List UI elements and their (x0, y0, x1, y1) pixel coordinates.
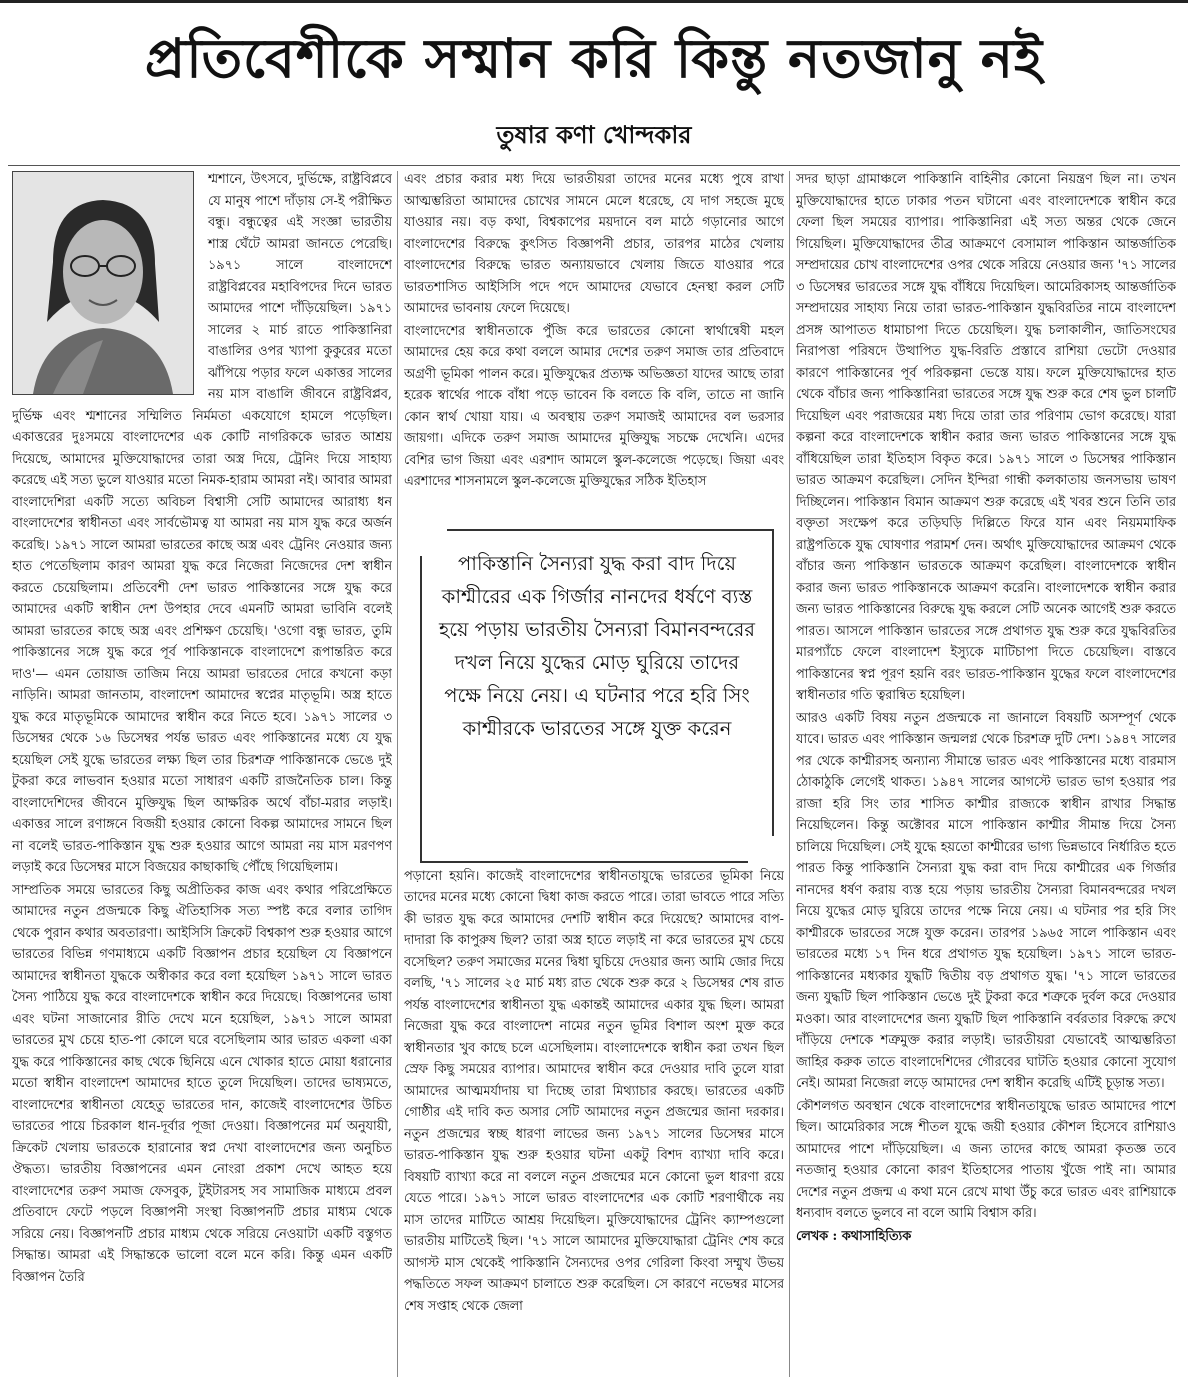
column-2-paragraph: পড়ানো হয়নি। কাজেই বাংলাদেশের স্বাধীনতাযুদ্ধে ভারতের ভূমিকা নিয়ে তাদের মনের মধ্যে কোনো দ্বিধা কাজ করতে পারে। তারা ভাবতে পারে সত্যি কী ভারত যুদ্ধ করে আমাদের দেশটি স্বাধীন করে দিয়েছে? আমাদের বাপ-দাদারা কি কাপুরুষ ছিল? তারা অস্ত্র হাতে লড়াই না করে ভারতের মুখ চেয়ে বসেছিল? তরুণ সমাজের মনের দ্বিধা ঘুচিয়ে দেওয়ার জন্য আমি জোর দিয়ে বলছি, '৭১ সালের ২৫ মার্চ মধ্য রাত থেকে শুরু করে ২ ডিসেম্বর শেষ রাত পর্যন্ত বাংলাদেশের স্বাধীনতা যুদ্ধ একান্তই আমাদের একার যুদ্ধ ছিল। আমরা নিজেরা যুদ্ধ করে বাংলাদেশ নামের নতুন ভূমির বিশাল অংশ মুক্ত করে স্বাধীনতার খুব কাছে চলে এসেছিলাম। বাংলাদেশকে স্বাধীন করা তখন ছিল স্রেফ কিছু সময়ের ব্যাপার। আমাদের স্বাধীন করে দেওয়ার দাবি তুলে যারা আমাদের আত্মমর্যাদায় ঘা দিচ্ছে তারা মিথ্যাচার করছে। ভারতের একটি গোষ্ঠীর এই দাবি কত অসার সেটি আমাদের নতুন প্রজন্মের জানা দরকার। নতুন প্রজন্মের স্বচ্ছ ধারণা লাভের জন্য ১৯৭১ সালের ডিসেম্বর মাসে ভারত-পাকিস্তান যুদ্ধ শুরু হওয়ার ঘটনা একটু বিশদ ব্যাখ্যা দাবি করে। বিষয়টি ব্যাখ্যা করে না বললে নতুন প্রজন্মের মনে কোনো ভুল ধারণা রয়ে যেতে পারে। ১৯৭১ সালে ভারত বাংলাদেশের এক কোটি শরণার্থীকে নয় মাস তাদের মাটিতে আশ্রয় দিয়েছিল। মুক্তিযোদ্ধাদের ট্রেনিং ক্যাম্পগুলো ভারতীয় মাটিতেই ছিল। '৭১ সালে আমাদের মুক্তিযোদ্ধারা ট্রেনিং শেষ করে আগস্ট মাস থেকেই পাকিস্তানি সৈন্যদের ওপর গেরিলা কিংবা সম্মুখ উভয় পদ্ধতিতে সফল আক্রমণ চালাতে শুরু করেছিল। সে কারণে নভেম্বর মাসের শেষ সপ্তাহ থেকে জেলা (404, 868, 784, 1314)
author-portrait-icon (13, 172, 193, 394)
column-3-paragraph: কৌশলগত অবস্থান থেকে বাংলাদেশের স্বাধীনতাযুদ্ধে ভারত আমাদের পাশে ছিল। আমেরিকার সঙ্গে শীতল যুদ্ধে জয়ী হওয়ার কৌশল হিসেবে রাশিয়াও আমাদের পাশে দাঁড়িয়েছিল। এ জন্য তাদের কাছে আমরা কৃতজ্ঞ তবে নতজানু হওয়ার কোনো কারণ ইতিহাসের পাতায় খুঁজে পাই না। আমার দেশের নতুন প্রজন্ম এ কথা মনে রেখে মাথা উঁচু করে ভারত এবং রাশিয়াকে ধন্যবাদ বলতে ভুলবে না বলে আমি বিশ্বাস করি। (796, 1098, 1176, 1221)
column-divider (789, 171, 790, 1377)
byline: তুষার কণা খোন্দকার (496, 121, 692, 149)
column-3-paragraph: সদর ছাড়া গ্রামাঞ্চলে পাকিস্তানি বাহিনীর কোনো নিয়ন্ত্রণ ছিল না। তখন মুক্তিযোদ্ধাদের হাতে ঢাকার পতন ঘটানো এবং বাংলাদেশকে স্বাধীন করে ফেলা ছিল সময়ের ব্যাপার। পাকিস্তানিরা এই সত্য অন্তর থেকে জেনে গিয়েছিল। মুক্তিযোদ্ধাদের তীব্র আক্রমণে বেসামাল পাকিস্তান আন্তর্জাতিক সম্প্রদায়ের চোখ বাংলাদেশের ওপর থেকে সরিয়ে নেওয়ার জন্য '৭১ সালের ৩ ডিসেম্বর ভারতের সঙ্গে যুদ্ধ বাঁধিয়ে দিয়েছিল। আমেরিকাসহ আন্তর্জাতিক সম্প্রদায়ের সাহায্য নিয়ে তারা ভারত-পাকিস্তান যুদ্ধবিরতির নামে বাংলাদেশ প্রসঙ্গ আপাতত ধামাচাপা দিতে চেয়েছিল। যুদ্ধ চলাকালীন, জাতিসংঘের নিরাপত্তা পরিষদে উত্থাপিত যুদ্ধ-বিরতি প্রস্তাবে রাশিয়া ভেটো দেওয়ার কারণে পাকিস্তানের পূর্ব পরিকল্পনা ভেস্তে যায়। ফলে মুক্তিযোদ্ধাদের হাত থেকে বাঁচার জন্য পাকিস্তানিরা ভারতের সঙ্গে যুদ্ধ শুরু করে শেষ ভুল চালটি দিয়েছিল এবং পরাজয়ের মধ্য দিয়ে তারা তার পরিণাম ভোগ করেছে। যারা কল্পনা করে বাংলাদেশকে স্বাধীন করার জন্য ভারত পাকিস্তানের সঙ্গে যুদ্ধ বাঁধিয়েছিল তারা ইতিহাস বিকৃত করে। ১৯৭১ সালে ৩ ডিসেম্বর পাকিস্তান ভারত আক্রমণ করেছিল। সেদিন ইন্দিরা গান্ধী কলকাতায় জনসভায় ভাষণ দিচ্ছিলেন। পাকিস্তান বিমান আক্রমণ শুরু করেছে এই খবর শুনে তিনি তার বক্তৃতা সংক্ষেপ করে তড়িঘড়ি দিল্লিতে ফিরে যান এবং নিয়মমাফিক রাষ্ট্রপতিকে যুদ্ধ ঘোষণার পরামর্শ দেন। অর্থাৎ মুক্তিযোদ্ধাদের আক্রমণ থেকে বাঁচার জন্য পাকিস্তান ভারতকে আক্রমণ করেছিল। বাংলাদেশকে স্বাধীন করার জন্য ভারত পাকিস্তানকে আক্রমণ করেনি। বাংলাদেশকে স্বাধীন করার জন্য ভারত পাকিস্তানের বিরুদ্ধে যুদ্ধ করলে সেটি অনেক আগেই শুরু করতে পারত। আসলে পাকিস্তান ভারতের সঙ্গে প্রথাগত যুদ্ধ শুরু করে যুদ্ধবিরতির মারপ্যাঁচে ফেলে বাংলাদেশ ইস্যুকে মাটিচাপা দিতে চেয়েছিল। বাস্তবে পাকিস্তানের স্বপ্ন পূরণ হয়নি বরং ভারত-পাকিস্তান যুদ্ধের ফলে বাংলাদেশের স্বাধীনতার গতি ত্বরান্বিত হয়েছিল। (796, 172, 1176, 703)
pull-quote (420, 529, 774, 863)
column-3 (796, 169, 1176, 1383)
author-photo (12, 171, 194, 395)
column-3-paragraph: আরও একটি বিষয় নতুন প্রজন্মকে না জানালে বিষয়টি অসম্পূর্ণ থেকে যাবে। ভারত এবং পাকিস্তান জন্মলগ্ন থেকে চিরশত্রু দুটি দেশ। ১৯৪৭ সালের পর থেকে কাশ্মীরসহ অন্যান্য সীমান্তে ভারত এবং পাকিস্তানের মধ্যে বারমাস ঠোকাঠুকি লেগেই থাকত। ১৯৪৭ সালের আগস্টে ভারত ভাগ হওয়ার পর রাজা হরি সিং তার শাসিত কাশ্মীর রাজ্যকে স্বাধীন রাখার সিদ্ধান্ত নিয়েছিলেন। কিন্তু অক্টোবর মাসে পাকিস্তান কাশ্মীর সীমান্ত দিয়ে সৈন্য চালিয়ে দিয়েছিল। সেই যুদ্ধে হয়তো কাশ্মীরের ভাগ্য ভিন্নভাবে নির্ধারিত হতে পারত কিন্তু পাকিস্তানি সৈন্যরা যুদ্ধ করা বাদ দিয়ে কাশ্মীরের এক গির্জার নানদের ধর্ষণ করায় ব্যস্ত হয়ে পড়ায় ভারতীয় সৈন্যরা বিমানবন্দরের দখল নিয়ে যুদ্ধের মোড় ঘুরিয়ে তাদের পক্ষে নিয়ে নেয়। এ ঘটনার পর হরি সিং কাশ্মীরকে ভারতের সঙ্গে যুক্ত করেন। তারপর ১৯৬৫ সালে পাকিস্তান এবং ভারতের মধ্যে ১৭ দিন ধরে প্রথাগত যুদ্ধ হয়েছিল। ১৯৭১ সালে ভারত-পাকিস্তানের মধ্যকার যুদ্ধটি দ্বিতীয় বড় প্রথাগত যুদ্ধ। '৭১ সালে ভারতের জন্য যুদ্ধটি ছিল পাকিস্তান ভেঙে দুই টুকরা করে শত্রুকে দুর্বল করে দেওয়ার মওকা। আর বাংলাদেশের জন্য যুদ্ধটি ছিল পাকিস্তানি বর্বরতার বিরুদ্ধে রুখে দাঁড়িয়ে দেশকে শত্রুমুক্ত করার লড়াই। ভারতীয়রা যেভাবেই আত্মম্ভরিতা জাহির করুক তাতে বাংলাদেশিদের গৌরবের ঘাটতি হওয়ার কোনো সুযোগ নেই। আমরা নিজেরা লড়ে আমাদের দেশ স্বাধীন করেছি এটিই চূড়ান্ত সত্য। (796, 710, 1176, 1091)
pull-quote-corner (419, 528, 447, 556)
headline: প্রতিবেশীকে সম্মান করি কিন্তু নতজানু নই (144, 27, 1044, 90)
column-2-paragraph: এবং প্রচার করার মধ্য দিয়ে ভারতীয়রা তাদের মনের মধ্যে পুষে রাখা আত্মম্ভরিতা আমাদের চোখের সামনে মেলে ধরেছে, যে দাগ সহজে মুছে যাওয়ার নয়। বড় কথা, বিশ্বকাপের ময়দানে বল মাঠে গড়ানোর আগে বাংলাদেশের বিরুদ্ধে কুৎসিত বিজ্ঞাপনী প্রচার, তারপর মাঠের খেলায় বাংলাদেশের বিরুদ্ধে ভারত অন্যায়ভাবে খেলায় জিতে যাওয়ার পরে ভারতশাসিত আইসিসি পদে পদে আমাদের যেভাবে হেনস্থা করল সেটি আমাদের ভাবনায় ফেলে দিয়েছে। (404, 172, 784, 316)
column-1 (12, 169, 392, 1383)
header-rule (8, 165, 1180, 166)
pull-quote-text: পাকিস্তানি সৈন্যরা যুদ্ধ করা বাদ দিয়ে কাশ্মীরের এক গির্জার নানদের ধর্ষণে ব্যস্ত হয়ে পড়ায় ভারতীয় সৈন্যরা বিমানবন্দরের দখল নিয়ে যুদ্ধের মোড় ঘুরিয়ে তাদের পক্ষে নিয়ে নেয়। এ ঘটনার পরে হরি সিং কাশ্মীরকে ভারতের সঙ্গে যুক্ত করেন (438, 552, 756, 740)
column-1-paragraph: শ্মশানে, উৎসবে, দুর্ভিক্ষে, রাষ্ট্রবিপ্লবে যে মানুষ পাশে দাঁড়ায় সে-ই পরীক্ষিত বন্ধু। বন্ধুত্বের এই সংজ্ঞা ভারতীয় শাস্ত্র ঘেঁটে আমরা জানতে পেরেছি। ১৯৭১ সালে বাংলাদেশে রাষ্ট্রবিপ্লবের মহাবিপদের দিনে ভারত আমাদের পাশে দাঁড়িয়েছিল। ১৯৭১ সালের ২ মার্চ রাতে পাকিস্তানিরা বাঙালির ওপর খ্যাপা কুকুরের মতো ঝাঁপিয়ে পড়ার ফলে একাত্তর সালের নয় মাস বাঙালি জীবনে রাষ্ট্রবিপ্লব, দুর্ভিক্ষ এবং শ্মশানের সম্মিলিত নির্মমতা একযোগে হামলে পড়েছিল। একাত্তরের দুঃসময়ে বাংলাদেশের এক কোটি নাগরিককে ভারত আশ্রয় দিয়েছে, আমাদের মুক্তিযোদ্ধাদের তারা অস্ত্র দিয়ে, ট্রেনিং দিয়ে সাহায্য করেছে এই সত্য ভুলে যাওয়ার মতো নিমক-হারাম আমরা নই। আবার আমরা বাংলাদেশিরা একটি সত্যে অবিচল বিশ্বাসী সেটি আমাদের আরাধ্য ধন বাংলাদেশের স্বাধীনতা এবং সার্বভৌমত্ব যা আমরা নয় মাস যুদ্ধ করে অর্জন করেছি। ১৯৭১ সালে আমরা ভারতের কাছে অস্ত্র এবং ট্রেনিং নেওয়ার জন্য হাত পেতেছিলাম কারণ আমরা যুদ্ধ করে নিজেরা নিজেদের দেশ স্বাধীন করতে চেয়েছিলাম। প্রতিবেশী দেশ ভারত পাকিস্তানের সঙ্গে যুদ্ধ করে আমাদের একটি স্বাধীন দেশ উপহার দেবে এমনটি আমরা ভাবিনি বলেই আমরা ভারতের কাছে অস্ত্র এবং প্রশিক্ষণ চেয়েছি। 'ওগো বন্ধু ভারত, তুমি পাকিস্তানের সঙ্গে যুদ্ধ করে পূর্ব পাকিস্তানকে বাংলাদেশে রূপান্তরিত করে দাও'— এমন তোয়াজ তাজিম নিয়ে আমরা ভারতের দোরে কখনো কড়া নাড়িনি। আমরা জানতাম, বাংলাদেশ আমাদের স্বপ্নের মাতৃভূমি। অস্ত্র হাতে যুদ্ধ করে মাতৃভূমিকে আমাদের স্বাধীন করে নিতে হবে। ১৯৭১ সালের ৩ ডিসেম্বর থেকে ১৬ ডিসেম্বর পর্যন্ত ভারত এবং পাকিস্তানের মধ্যে যে যুদ্ধ হয়েছিল সেই যুদ্ধে ভারতের লক্ষ্য ছিল তার চিরশত্রু পাকিস্তানকে ভেঙে দুই টুকরা করে লাভবান হওয়ার মতো সাধারণ একটি রাজনৈতিক চাল। কিন্তু বাংলাদেশিদের জীবনে মুক্তিযুদ্ধ ছিল আক্ষরিক অর্থে বাঁচা-মরার লড়াই। একাত্তর সালে রণাঙ্গনে বিজয়ী হওয়ার কোনো বিকল্প আমাদের সামনে ছিল না বলেই ভারত-পাকিস্তান যুদ্ধ শুরু হওয়ার আগে আমরা নয় মাস মরণপণ লড়াই করে ডিসেম্বর মাসে বিজয়ের কাছাকাছি পৌঁছে গিয়েছিলাম। (12, 172, 392, 875)
author-note: লেখক : কথাসাহিত্যিক (796, 1228, 912, 1244)
column-divider (397, 171, 398, 1377)
column-2-paragraph: বাংলাদেশের স্বাধীনতাকে পুঁজি করে ভারতের কোনো স্বার্থান্বেষী মহল আমাদের হেয় করে কথা বললে আমার দেশের তরুণ সমাজ তার প্রতিবাদে অগ্রণী ভূমিকা পালন করে। মুক্তিযুদ্ধের প্রত্যক্ষ অভিজ্ঞতা যাদের আছে তারা হরেক স্বার্থের পাকে বাঁধা পড়ে ভাবেন কি বলতে কি বলি, তাতে না জানি কোন স্বার্থ খোয়া যায়। এ অবস্থায় তরুণ সমাজই আমাদের বল ভরসার জায়গা। এদিকে তরুণ সমাজ আমাদের মুক্তিযুদ্ধ সচক্ষে দেখেনি। এদের বেশির ভাগ জিয়া এবং এরশাদ আমলে স্কুল-কলেজে পড়েছে। জিয়া এবং এরশাদের শাসনামলে স্কুল-কলেজে মুক্তিযুদ্ধের সঠিক ইতিহাস (404, 323, 784, 489)
column-1-paragraph: সাম্প্রতিক সময়ে ভারতের কিছু অপ্রীতিকর কাজ এবং কথার পরিপ্রেক্ষিতে আমাদের নতুন প্রজন্মকে কিছু ঐতিহাসিক সত্য স্পষ্ট করে বলার তাগিদ থেকে পুরান কথার অবতারণা। আইসিসি ক্রিকেট বিশ্বকাপ শুরু হওয়ার আগে ভারতের বিভিন্ন গণমাধ্যমে একটি বিজ্ঞাপন প্রচার হয়েছিল যে বিজ্ঞাপনে আমাদের স্বাধীনতা যুদ্ধকে অস্বীকার করে বলা হয়েছিল ১৯৭১ সালে ভারত সৈন্য পাঠিয়ে যুদ্ধ করে বাংলাদেশকে স্বাধীন করে দিয়েছে। বিজ্ঞাপনের ভাষা এবং ঘটনা সাজানোর রীতি দেখে মনে হয়েছিল, ১৯৭১ সালে আমরা ভারতের মুখ চেয়ে হাত-পা কোলে ঘরে বসেছিলাম আর ভারত একলা একা যুদ্ধ করে পাকিস্তানের কাছ থেকে ছিনিয়ে এনে খোকার হাতে মোয়া ধরানোর মতো স্বাধীন বাংলাদেশ আমাদের হাতে তুলে দিয়েছিল। তাদের ভাষ্যমতে, বাংলাদেশের স্বাধীনতা যেহেতু ভারতের দান, কাজেই বাংলাদেশের উচিত ভারতের পায়ে চিরকাল ধান-দূর্বার পূজা দেওয়া। বিজ্ঞাপনের মর্ম অনুযায়ী, ক্রিকেট খেলায় ভারতকে হারানোর স্বপ্ন দেখা বাংলাদেশের জন্য অনুচিত ঔদ্ধত্য। ভারতীয় বিজ্ঞাপনের এমন নোংরা প্রকাশ দেখে আহত হয়ে বাংলাদেশের তরুণ সমাজ ফেসবুক, টুইটারসহ সব সামাজিক মাধ্যমে প্রবল প্রতিবাদে ফেটে পড়লে বিজ্ঞাপনী সংস্থা বিজ্ঞাপনটি প্রচার মাধ্যম থেকে সরিয়ে নেয়। বিজ্ঞাপনটি প্রচার মাধ্যম থেকে সরিয়ে নেওয়াটা একটি বস্তুগত সিদ্ধান্ত। আমরা এই সিদ্ধান্তকে ভালো বলে মনে করি। কিন্তু এমন একটি বিজ্ঞাপন তৈরি (12, 882, 392, 1285)
pull-quote-corner (748, 836, 776, 864)
